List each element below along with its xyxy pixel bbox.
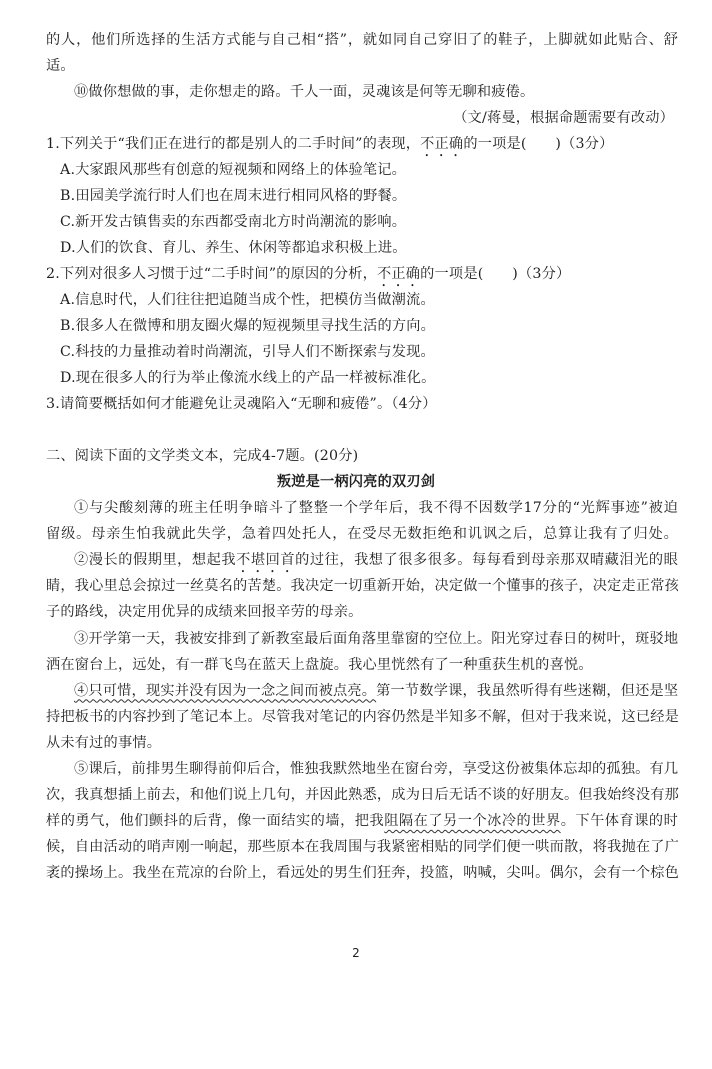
line-text: 的过往，我想了很多很多。每每看到母亲那双晴藏泪光的眼 [295,552,678,569]
question-1-option-c: C.新开发古镇售卖的东西都受南北方时尚潮流的影响。 [60,214,407,230]
article-line [46,785,678,805]
line-text: ②漫长的假期里，想起我 [74,552,237,569]
question-2-option-b: B.很多人在微博和朋友圈火爆的短视频里寻找生活的方向。 [60,318,436,334]
question-2-option-d: D.现在很多人的行为举止像流水线上的产品一样被标准化。 [60,370,436,386]
line-text: ①与尖酸刻薄的班主任明争暗斗了整整一个学年后，我不得不因数学17分的“光辉事迹”被迫 [74,500,678,516]
emphasis-text: 不堪回首 [236,552,296,569]
article-line [74,759,678,779]
line-text: 。下午体育课的时 [560,813,679,830]
article-line [74,498,678,518]
stem-text: 2.下列对很多人习惯于过“二手时间”的原因的分析， [46,266,377,282]
article-line [74,629,678,649]
line-text: 洒在窗台上，远处，有一群飞鸟在蓝天上盘旋。我心里恍然有了一种重获生机的喜悦。 [46,656,593,673]
article-title: 叛逆是一柄闪亮的双刃剑 [276,474,436,490]
article-line [46,602,363,622]
emphasis-text: 阻隔在了另一个冰冷的世界 [384,813,561,830]
article-line [46,811,678,831]
question-2-option-a: A.信息时代，人们往往把追随当成个性，把模仿当做潮流。 [60,292,435,308]
line-text: 子的路线，决定用优异的成绩来回报辛劳的母亲。 [46,604,363,621]
article-line [46,655,593,675]
emphasis-text: 不正确 [420,136,464,152]
line-text: 候，自由活动的哨声刚一响起，那些原本在我周围与我紧密相贴的同学们便一哄而散，将我抛在了广 [46,839,680,856]
line-text: 第一节数学课，我虽然听得有些迷糊，但还是坚 [376,682,679,699]
line-text: ⑤课后，前排男生聊得前仰后合，惟独我默然地坐在窗台旁，享受这份被集体忘却的孤独。有几 [74,761,679,777]
passage-line: 的人，他们所选择的生活方式能与自己相“搭”，就如同自己穿旧了的鞋子，上脚就如此贴合、舒 [46,32,678,48]
passage-line: 适。 [46,58,75,74]
line-text: 袤的操场上。我坐在荒凉的台阶上，看远处的男生们狂奔，投篮，呐喊，尖叫。偶尔，会有一个棕色 [46,865,680,882]
question-2-option-c: C.科技的力量推动着时尚潮流，引导人们不断探索与发现。 [60,344,435,360]
stem-text: 的一项是( )（3分） [420,266,571,282]
article-line [46,733,161,753]
article-line [46,863,678,883]
line-text: ③开学第一天，我被安排到了新教室最后面角落里靠窗的空位上。阳光穿过春日的树叶，斑驳地 [74,630,679,647]
article-line [46,837,678,857]
article-line [46,524,678,544]
paragraph-10: ⑩做你想做的事，走你想走的路。千人一面，灵魂该是何等无聊和疲倦。 [74,84,535,100]
stem-text: 1.下列关于“我们正在进行的都是别人的二手时间”的表现， [46,136,421,152]
line-text: 从未有过的事情。 [46,734,162,751]
line-text: 次，我真想插上前去，和他们说上几句，并因此熟悉，成为日后无话不谈的好朋友。但我始终没有那 [46,787,680,804]
article-line [74,681,678,701]
line-text: 样的勇气，他们颤抖的后背，像一面结实的墙，把我 [46,813,385,830]
question-1-stem [46,134,614,160]
stem-text: 的一项是( )（3分） [463,136,614,152]
section-heading: 二、阅读下面的文学类文本，完成4-7题。(20分) [46,448,359,464]
source-citation: （文/蒋曼，根据命题需要有改动） [453,110,674,126]
question-2-stem [46,264,570,290]
article-line [46,576,678,596]
question-3-stem: 3.请简要概括如何才能避免让灵魂陷入“无聊和疲倦”。（4分） [46,396,437,412]
article-line [74,550,678,576]
question-1-option-a: A.大家跟风那些有创意的短视频和网络上的体验笔记。 [60,162,407,178]
line-text: 持把板书的内容抄到了笔记本上。尽管我对笔记的内容仍然是半知多不解，但对于我来说，这已经是 [46,708,680,725]
question-1-option-b: B.田园美学流行时人们也在周末进行相同风格的野餐。 [60,188,407,204]
question-1-option-d: D.人们的饮食、育儿、养生、休闲等都追求积极上进。 [60,240,407,256]
line-text: 睛，我心里总会掠过一丝莫名的苦楚。我决定一切重新开始，决定做一个懂事的孩子，决定走正常孩 [46,578,680,595]
page-number: 2 [352,946,360,960]
article-line [46,707,678,727]
emphasis-text: 不正确 [376,266,421,282]
emphasis-text: ④只可惜，现实并没有因为一念之间而被点亮。 [74,682,377,699]
line-text: 留级。母亲生怕我就此失学，急着四处托人，在受尽无数拒绝和讥讽之后，总算让我有了归处。 [46,526,678,543]
